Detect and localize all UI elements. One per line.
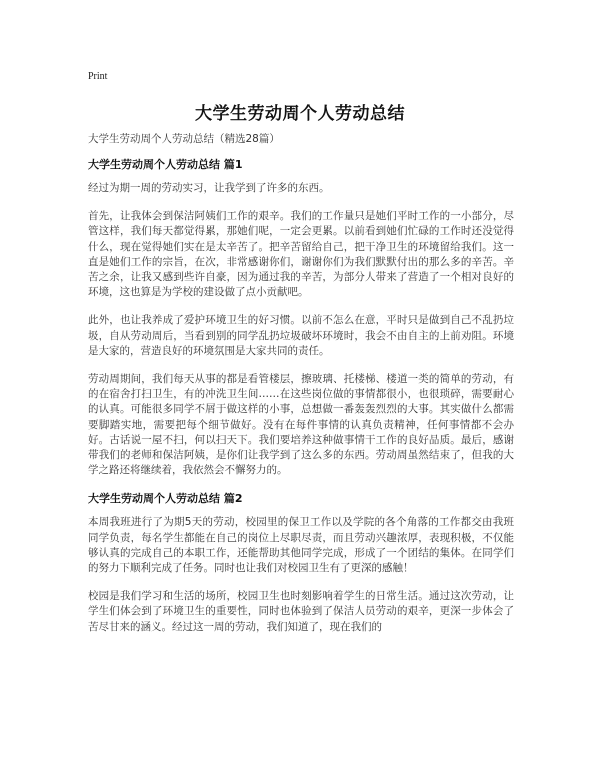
- paragraph: 校园是我们学习和生活的场所，校园卫生也时刻影响着学生的日常生活。通过这次劳动，让学生们体会到了环境卫生的重要性，同时也体验到了保洁人员劳动的艰辛，更深一步体会了苦尽甘来的涵义。经过这一周的劳动，我们知道了，现在我们的: [88, 590, 514, 633]
- paragraph: 首先，让我体会到保洁阿姨们工作的艰辛。我们的工作量只是她们平时工作的一小部分，尽管这样，我们每天都觉得累，那她们呢，一定会更累。以前看到她们忙碌的工作时还没觉得什么，现在觉得她们实在是太辛苦了。把辛苦留给自己，把干净卫生的环境留给我们。这一直是她们工作的宗旨，在次，非常感谢你们，谢谢你们为我们默默付出的那么多的辛苦。辛苦之余，让我又感到些许自豪，因为通过我的辛苦，为部分人带来了营造了一个相对良好的环境，这也算是为学校的建设做了点小贡献吧。: [88, 210, 514, 299]
- page-title: 大学生劳动周个人劳动总结: [195, 104, 405, 124]
- paragraph: 劳动周期间，我们每天从事的都是看管楼层，擦玻璃、托楼梯、楼道一类的简单的劳动，有的在宿舍打扫卫生，有的冲洗卫生间……在这些岗位做的事情都很小，也很琐碎，需要耐心的认真。可能很多同学不屑于做这样的小事，总想做一番轰轰烈烈的大事。其实做什么都需要脚踏实地，需要把每个细节做好。没有在每件事情的认真负责精神，任何事情都不会办好。古话说一屋不扫，何以扫天下。我们要培养这种做事情干工作的良好品质。最后，感谢带我们的老师和保洁阿姨，是你们让我学到了这么多的东西。劳动周虽然结束了，但我的大学之路还将继续着，我依然会不懈努力的。: [88, 373, 514, 477]
- paragraph: 此外，也让我养成了爱护环境卫生的好习惯。以前不怎么在意，平时只是做到自己不乱扔垃圾，自从劳动周后，当看到别的同学乱扔垃圾破坏环境时，我会不由自主的上前劝阻。环境是大家的，营造良好的环境氛围是大家共同的责任。: [88, 314, 514, 357]
- paragraph: 本周我班进行了为期5天的劳动，校园里的保卫工作以及学院的各个角落的工作都交由我班同学负责，每名学生都能在自己的岗位上尽职尽责，而且劳动兴趣浓厚，表现积极，不仅能够认真的完成自己的本职工作，还能帮助其他同学完成，形成了一个团结的集体。在同学们的努力下顺利完成了任务。同时也让我们对校园卫生有了更深的感触！: [88, 516, 514, 575]
- section-1: [88, 157, 514, 478]
- section-heading: 大学生劳动周个人劳动总结 篇2: [88, 492, 243, 506]
- section-2: [88, 491, 514, 634]
- print-label[interactable]: Print: [88, 71, 108, 82]
- document-body: [88, 132, 514, 648]
- document-subtitle: 大学生劳动周个人劳动总结（精选28篇）: [88, 133, 280, 145]
- paragraph: 经过为期一周的劳动实习，让我学到了许多的东西。: [88, 182, 330, 194]
- section-heading: 大学生劳动周个人劳动总结 篇1: [88, 158, 243, 171]
